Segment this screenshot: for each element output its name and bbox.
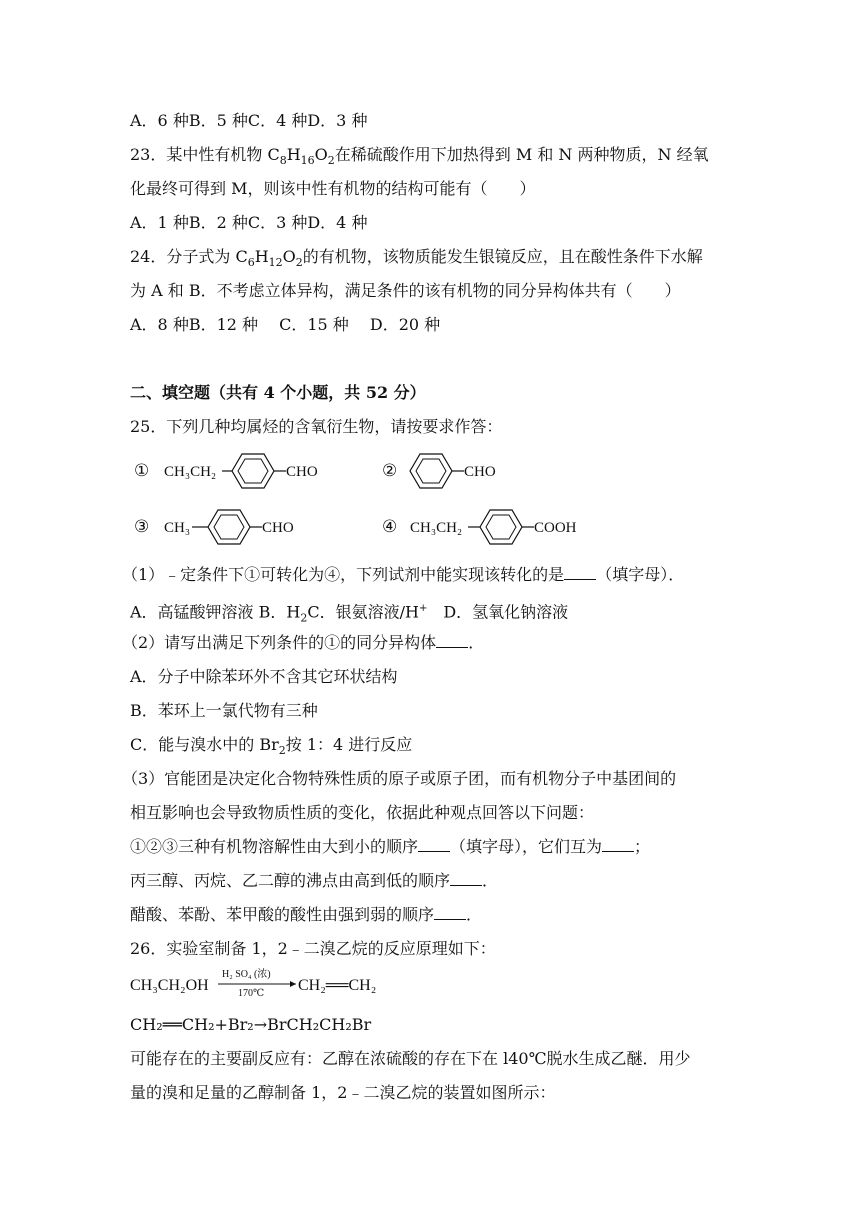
- q24-line1: 24．分子式为 $C_6H_{12}O_2$的有机物，该物质能发生银镜反应，且在酸性条件下水解: [130, 247, 703, 270]
- reaction-1-reactant: CH₃CH₂OH: [130, 977, 209, 994]
- q25-intro: 25．下列几种均属烃的含氧衍生物，请按要求作答：: [130, 417, 503, 436]
- condition-b: B．苯环上一氯代物有三种: [130, 701, 318, 720]
- condition-c: C．能与溴水中的 $Br_2$按 1：4 进行反应: [130, 735, 413, 758]
- reaction-1-product: CH₂══CH₂: [298, 977, 377, 994]
- q24-line2: 为 A 和 B．不考虑立体异构，满足条件的该有机物的同分异构体共有（ ）: [130, 281, 681, 300]
- answer-blank: [602, 837, 634, 852]
- answer-blank: [436, 633, 468, 648]
- structures-figure: [128, 448, 608, 548]
- structure-1-right-group: CHO: [286, 464, 318, 480]
- q24-options: A．8 种B．12 种 C．15 种 D．20 种: [130, 315, 441, 334]
- structure-3-left-group: CH₃: [164, 520, 191, 536]
- q25-part3-line2: 相互影响也会导致物质性质的变化，依据此种观点回答以下问题：: [130, 803, 595, 822]
- structure-2-right-group: CHO: [464, 464, 496, 480]
- structure-4-right-group: COOH: [534, 520, 577, 536]
- answer-blank: [450, 871, 482, 886]
- structure-1-left-group: CH₃CH₂: [164, 464, 217, 480]
- q23-line1: 23．某中性有机物 $C_8H_{16}O_2$在稀硫酸作用下加热得到 M 和 N 两种物质，N 经氧: [130, 145, 709, 168]
- q23-line2: 化最终可得到 M，则该中性有机物的结构可能有（ ）: [130, 179, 536, 198]
- q22-options: A．6 种B．5 种C．4 种D．3 种: [130, 111, 368, 130]
- structure-3-right-group: CHO: [262, 520, 294, 536]
- answer-blank: [434, 905, 466, 920]
- structure-1-number: ①: [134, 461, 150, 480]
- structure-2-number: ②: [382, 461, 398, 480]
- q25-part3-boiling: 丙三醇、丙烷、乙二醇的沸点由高到低的顺序 ．: [130, 871, 499, 890]
- q25-part3-solubility: ①②③三种有机物溶解性由大到小的顺序 （填字母），它们互为 ；: [130, 837, 651, 856]
- q25-part3-line1: （3）官能团是决定化合物特殊性质的原子或原子团，而有机物分子中基团间的: [122, 769, 677, 788]
- answer-blank: [564, 565, 596, 580]
- structure-3-number: ③: [134, 517, 150, 536]
- reaction-1: [128, 962, 428, 1002]
- structure-4-number: ④: [382, 517, 398, 536]
- condition-a: A．分子中除苯环外不含其它环状结构: [130, 667, 398, 686]
- section-2-heading: 二、填空题（共有 4 个小题，共 52 分）: [130, 383, 426, 402]
- structure-4-left-group: CH₃CH₂: [410, 520, 463, 536]
- q25-part1: （1）﹣定条件下①可转化为④，下列试剂中能实现该转化的是 （填字母）．: [122, 565, 685, 584]
- reaction-2: CH₂══CH₂+Br₂→BrCH₂CH₂Br: [130, 1015, 372, 1034]
- q26-side-reaction-line1: 可能存在的主要副反应有：乙醇在浓硫酸的存在下在 l40℃脱水生成乙醚．用少: [130, 1049, 691, 1068]
- q25-part2: （2）请写出满足下列条件的①的同分异构体 ．: [122, 633, 485, 652]
- answer-blank: [418, 837, 450, 852]
- arrow-icon: [290, 981, 296, 987]
- reaction-1-condition-bottom: 170℃: [238, 988, 265, 999]
- q25-part3-acidity: 醋酸、苯酚、苯甲酸的酸性由强到弱的顺序 ．: [130, 905, 483, 924]
- q23-options: A．1 种B．2 种C．3 种D．4 种: [130, 213, 368, 232]
- q25-part1-options: A．高锰酸钾溶液 B．$H_2C$．银氨溶液/H+ D．氢氧化钠溶液: [130, 602, 569, 625]
- q26-intro: 26．实验室制备 1，2﹣二溴乙烷的反应原理如下：: [130, 939, 496, 958]
- reaction-1-condition-top: H₂ SO₄ (浓): [222, 969, 271, 980]
- q26-side-reaction-line2: 量的溴和足量的乙醇制备 1，2﹣二溴乙烷的装置如图所示：: [130, 1083, 556, 1102]
